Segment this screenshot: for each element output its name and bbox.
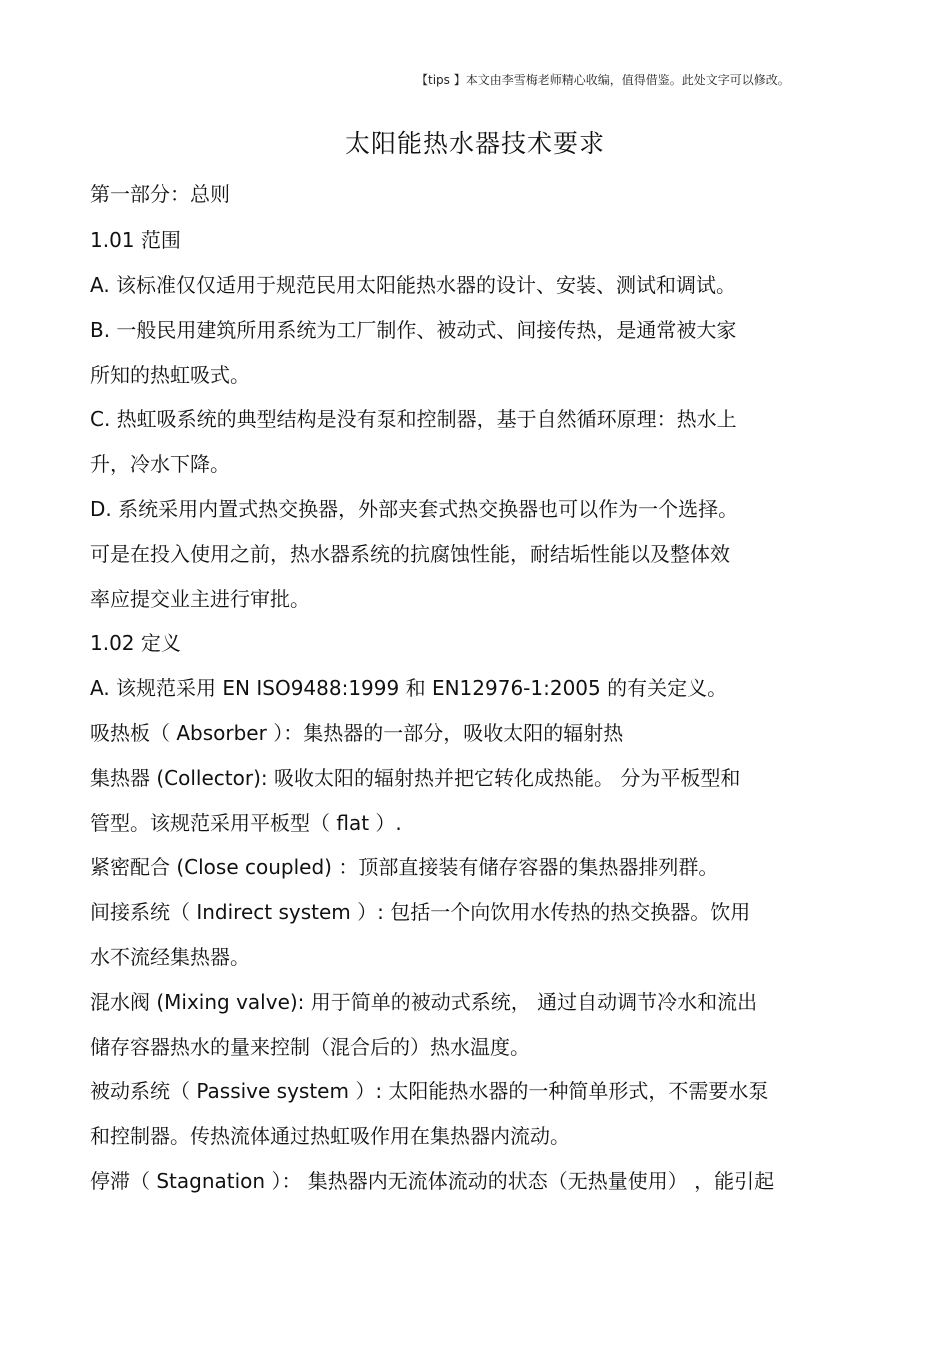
definition-line: 管型。该规范采用平板型（ flat ）. — [90, 811, 402, 835]
definition-line: 被动系统（ Passive system ）: 太阳能热水器的一种简单形式，不需要水泵 — [90, 1079, 769, 1103]
paragraph-line: A. 该标准仅仅适用于规范民用太阳能热水器的设计、安装、测试和调试。 — [90, 273, 737, 297]
definition-line: 储存容器热水的量来控制（混合后的）热水温度。 — [90, 1035, 530, 1059]
definition-line: 水不流经集热器。 — [90, 945, 250, 969]
paragraph-line: D. 系统采用内置式热交换器，外部夹套式热交换器也可以作为一个选择。 — [90, 497, 739, 521]
document-title: 太阳能热水器技术要求 — [344, 129, 605, 158]
definition-line: 和控制器。传热流体通过热虹吸作用在集热器内流动。 — [90, 1124, 570, 1148]
definition-line: 吸热板（ Absorber ）：集热器的一部分，吸收太阳的辐射热 — [90, 721, 624, 745]
tips-note: 【tips 】本文由李雪梅老师精心收编，值得借鉴。此处文字可以修改。 — [416, 73, 790, 87]
definition-line: 紧密配合 (Close coupled) ：顶部直接装有储存容器的集热器排列群。 — [90, 855, 719, 879]
definition-line: 停滞（ Stagnation ）： 集热器内无流体流动的状态（无热量使用） ，能引起 — [90, 1169, 775, 1193]
paragraph-line: 可是在投入使用之前，热水器系统的抗腐蚀性能，耐结垢性能以及整体效 — [90, 542, 730, 566]
section-heading: 第一部分：总则 — [90, 182, 230, 206]
paragraph-line: C. 热虹吸系统的典型结构是没有泵和控制器，基于自然循环原理：热水上 — [90, 407, 737, 431]
paragraph-line: 率应提交业主进行审批。 — [90, 587, 310, 611]
paragraph-line: 所知的热虹吸式。 — [90, 363, 250, 387]
subsection-heading: 1.01 范围 — [90, 228, 181, 252]
paragraph-line: 升，冷水下降。 — [90, 452, 230, 476]
paragraph-line: A. 该规范采用 EN ISO9488:1999 和 EN12976-1:2005 的有关定义。 — [90, 676, 728, 700]
definition-line: 间接系统（ Indirect system ）: 包括一个向饮用水传热的热交换器。饮用 — [90, 900, 751, 924]
definition-line: 混水阀 (Mixing valve): 用于简单的被动式系统， 通过自动调节冷水和流出 — [90, 990, 758, 1014]
paragraph-line: B. 一般民用建筑所用系统为工厂制作、被动式、间接传热，是通常被大家 — [90, 318, 737, 342]
subsection-heading: 1.02 定义 — [90, 631, 181, 655]
definition-line: 集热器 (Collector): 吸收太阳的辐射热并把它转化成热能。 分为平板型和 — [90, 766, 741, 790]
